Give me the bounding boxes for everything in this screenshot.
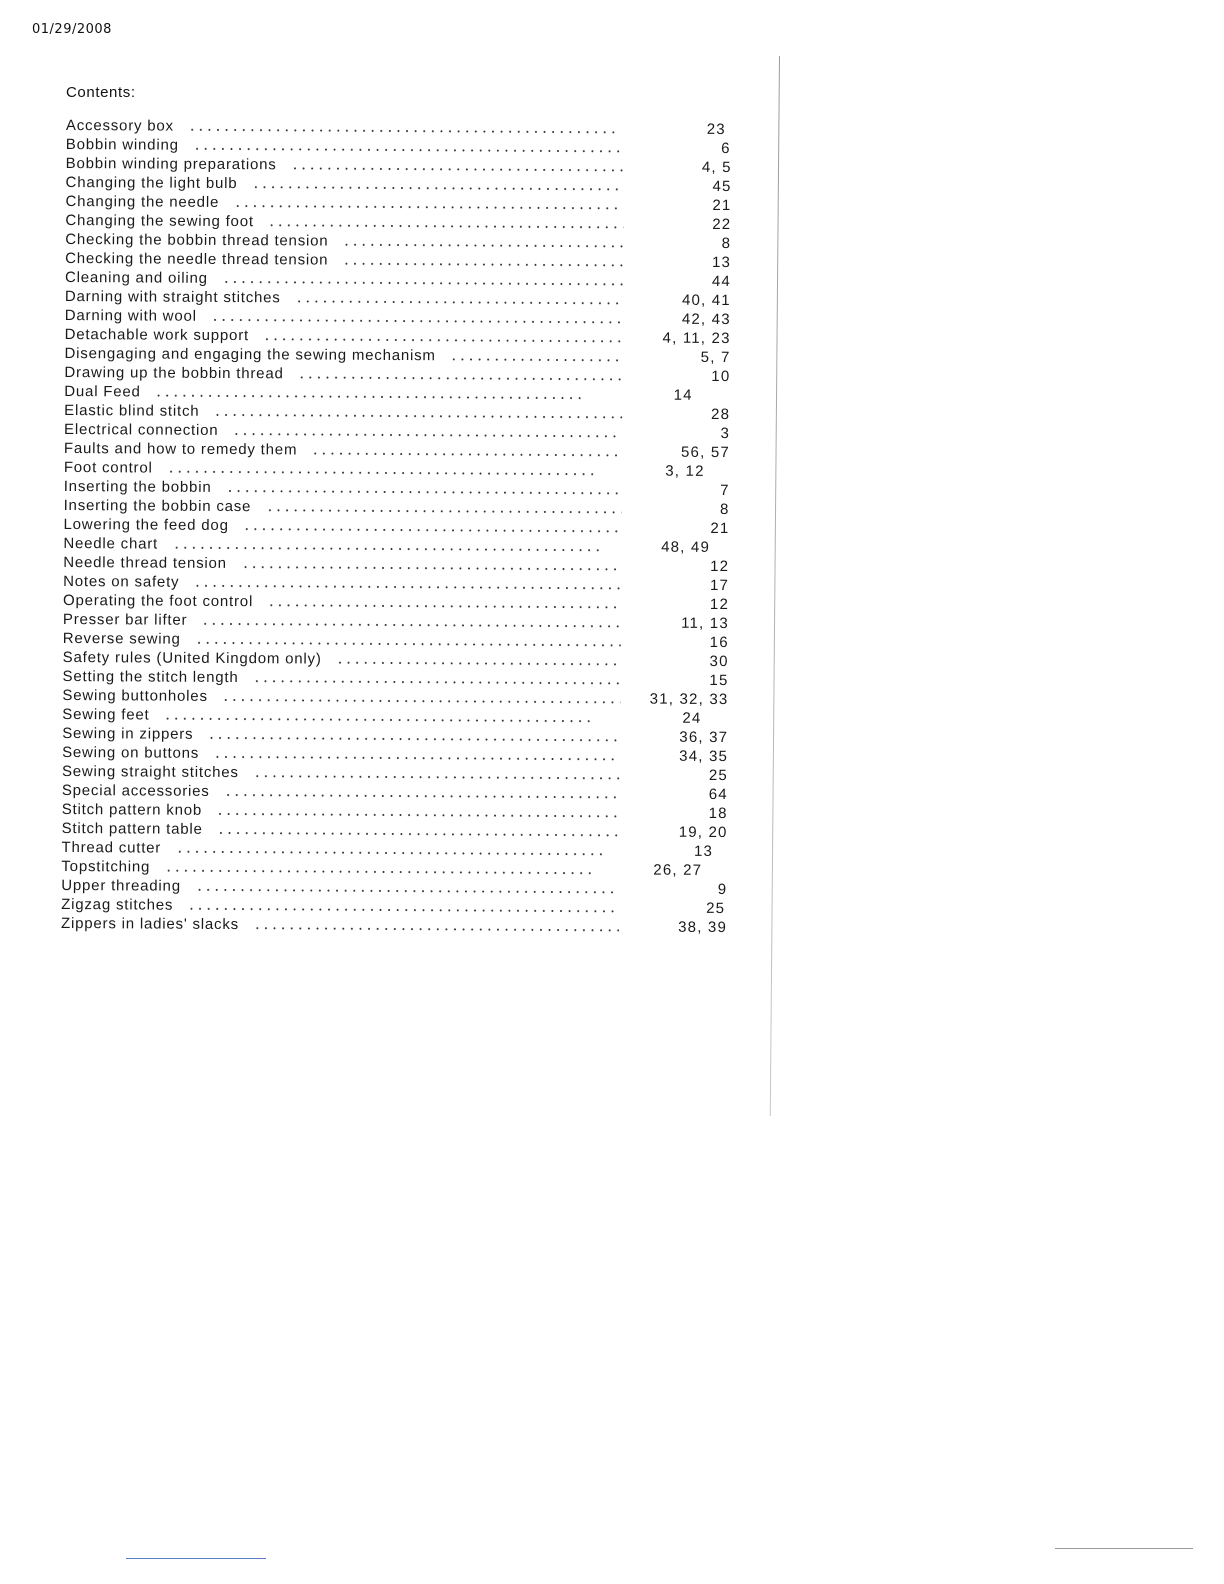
toc-entry: [63, 590, 729, 613]
toc-entry-title: Upper threading: [61, 876, 181, 895]
toc-entry-title: Detachable work support: [64, 325, 250, 345]
toc-entry-title: Sewing on buttons: [62, 743, 200, 762]
toc-entry: [66, 115, 732, 138]
toc-entry-title: Stitch pattern table: [61, 819, 203, 838]
toc-entry: [64, 419, 730, 442]
toc-entry-pages: 30: [709, 652, 729, 671]
toc-entry-title: Changing the light bulb: [65, 173, 238, 193]
toc-entry: [66, 153, 732, 176]
dot-leader: [167, 470, 597, 477]
footer-line-left: [126, 1558, 266, 1559]
toc-entry-title: Darning with straight stitches: [64, 287, 281, 307]
dot-leader: [263, 337, 623, 343]
toc-entry: [61, 913, 727, 936]
dot-leader: [222, 280, 623, 286]
toc-entry-pages: 36, 37: [679, 728, 729, 747]
dot-leader: [336, 661, 621, 667]
dot-leader: [252, 679, 620, 685]
dot-leader: [155, 394, 585, 401]
toc-entry: [61, 894, 727, 917]
toc-entry-title: Foot control: [63, 458, 153, 477]
toc-entry-pages: 44: [711, 272, 732, 291]
toc-entry: [65, 210, 731, 233]
dot-leader: [211, 318, 623, 325]
toc-entry: [64, 495, 730, 518]
toc-entry-pages: 4, 5: [701, 158, 732, 177]
dot-leader: [232, 432, 622, 438]
dot-leader: [175, 850, 605, 857]
dot-leader: [217, 831, 620, 837]
toc-entry: [65, 305, 731, 328]
dot-leader: [253, 926, 619, 932]
toc-entry: [65, 229, 731, 252]
dot-leader: [207, 736, 620, 743]
dot-leader: [225, 489, 621, 495]
dot-leader: [450, 357, 623, 362]
toc-entry: [62, 761, 728, 784]
toc-entry-pages: 3: [720, 425, 731, 443]
toc-entry-pages: 4, 11, 23: [662, 329, 731, 348]
toc-entry-pages: 3, 12: [665, 462, 705, 480]
dot-leader: [201, 622, 621, 629]
dot-leader: [187, 907, 617, 914]
toc-entry-pages: 64: [708, 785, 728, 804]
toc-entry-title: Thread cutter: [61, 838, 162, 857]
toc-entry: [66, 172, 732, 195]
toc-entry-title: Special accessories: [61, 781, 210, 800]
dot-leader: [213, 755, 620, 761]
toc-entry: [65, 267, 731, 290]
dot-leader: [253, 774, 620, 780]
toc-entry-pages: 8: [721, 235, 732, 253]
toc-entry: [63, 609, 729, 632]
dot-leader: [213, 413, 622, 419]
dot-leader: [172, 546, 602, 553]
toc-entry-title: Topstitching: [61, 857, 151, 876]
toc-entry-title: Drawing up the bobbin thread: [64, 363, 284, 383]
toc-entry-pages: 17: [709, 576, 730, 595]
toc-entry-title: Needle thread tension: [63, 553, 227, 572]
toc-entry-title: Dual Feed: [64, 382, 141, 401]
toc-entry-pages: 8: [720, 501, 730, 519]
toc-entry-title: Bobbin winding preparations: [65, 154, 277, 174]
toc-entry-pages: 48, 49: [661, 538, 711, 556]
toc-entry: [65, 248, 731, 271]
toc-entry-title: Changing the needle: [65, 192, 220, 211]
dot-leader: [298, 375, 623, 381]
toc-entry-pages: 23: [706, 120, 726, 139]
toc-entry-title: Setting the stitch length: [62, 667, 239, 687]
dot-leader: [295, 299, 623, 305]
toc-entry-pages: 16: [709, 633, 729, 652]
dot-leader: [243, 527, 622, 533]
toc-entry-pages: 6: [721, 140, 731, 158]
toc-entry-pages: 10: [711, 367, 731, 386]
dot-leader: [216, 812, 620, 818]
toc-entry-pages: 15: [709, 671, 729, 690]
toc-entry: [63, 647, 729, 670]
toc-entry-pages: 25: [706, 899, 726, 918]
toc-entry-title: Darning with wool: [64, 306, 197, 325]
table-of-contents: [61, 115, 732, 936]
toc-entry-pages: 22: [712, 215, 732, 234]
toc-entry: [63, 514, 729, 537]
dot-leader: [311, 452, 622, 458]
dot-leader: [193, 147, 623, 154]
dot-leader: [268, 223, 624, 229]
dot-leader: [241, 565, 621, 571]
toc-entry-pages: 34, 35: [679, 747, 729, 766]
toc-entry-pages: 14: [673, 386, 693, 404]
toc-entry-title: Inserting the bobbin: [63, 477, 212, 496]
dot-leader: [224, 793, 620, 799]
dot-leader: [195, 641, 621, 648]
toc-entry-pages: 24: [682, 709, 702, 727]
footer-line-right: [1055, 1548, 1193, 1549]
toc-entry: [65, 191, 731, 214]
toc-entry-title: Disengaging and engaging the sewing mechanism: [64, 344, 436, 365]
toc-entry: [64, 362, 730, 385]
toc-entry-title: Stitch pattern knob: [61, 800, 203, 819]
toc-entry: [64, 343, 730, 366]
toc-entry-title: Accessory box: [65, 116, 174, 135]
dot-leader: [163, 717, 593, 724]
toc-entry-title: Lowering the feed dog: [63, 515, 229, 535]
toc-entry-pages: 11, 13: [681, 614, 729, 633]
toc-entry: [65, 324, 731, 347]
toc-entry: [63, 666, 729, 689]
toc-entry-pages: 26, 27: [653, 861, 703, 879]
toc-entry: [64, 438, 730, 461]
toc-entry-title: Electrical connection: [64, 420, 219, 439]
dot-leader: [195, 888, 619, 895]
toc-entry-title: Cleaning and oiling: [64, 268, 208, 287]
dot-leader: [251, 185, 623, 191]
toc-entry-title: Checking the bobbin thread tension: [65, 230, 329, 250]
toc-entry-title: Inserting the bobbin case: [63, 496, 252, 516]
dot-leader: [267, 603, 621, 609]
toc-entry-title: Presser bar lifter: [62, 610, 188, 629]
toc-entry-pages: 40, 41: [681, 291, 731, 310]
toc-entry-pages: 45: [712, 177, 732, 196]
toc-entry-title: Reverse sewing: [62, 629, 181, 648]
dot-leader: [342, 262, 623, 268]
toc-entry: [62, 780, 728, 803]
dot-leader: [193, 584, 621, 591]
toc-entry-title: Notes on safety: [63, 572, 180, 591]
toc-entry-title: Zigzag stitches: [61, 895, 174, 914]
toc-entry-title: Sewing in zippers: [62, 724, 194, 743]
toc-entry-title: Changing the sewing foot: [65, 211, 254, 231]
date-stamp: 01/29/2008: [32, 22, 112, 37]
toc-entry-title: Faults and how to remedy them: [63, 439, 298, 459]
toc-entry: [62, 742, 728, 765]
toc-entry-title: Safety rules (United Kingdom only): [62, 648, 322, 668]
dot-leader: [233, 204, 623, 210]
contents-heading: Contents:: [66, 84, 136, 101]
toc-entry-pages: 21: [710, 519, 730, 538]
toc-entry-pages: 42, 43: [681, 310, 731, 329]
toc-entry-pages: 28: [711, 405, 731, 424]
toc-entry-title: Needle chart: [63, 534, 159, 553]
toc-entry-pages: 13: [693, 842, 714, 860]
toc-entry: [62, 799, 728, 822]
toc-entry-title: Elastic blind stitch: [64, 401, 200, 420]
toc-entry-pages: 12: [710, 557, 730, 576]
toc-entry-pages: 31, 32, 33: [649, 690, 729, 709]
dot-leader: [265, 508, 621, 514]
toc-entry-pages: 19, 20: [678, 823, 728, 842]
toc-entry-pages: 38, 39: [678, 918, 728, 937]
toc-entry-pages: 12: [709, 595, 730, 614]
toc-entry: [63, 628, 729, 651]
dot-leader: [291, 166, 624, 172]
toc-entry-pages: 56, 57: [680, 443, 731, 462]
toc-entry-title: Sewing feet: [62, 705, 150, 724]
toc-entry: [62, 685, 728, 708]
toc-entry: [63, 571, 729, 594]
toc-entry-pages: 18: [708, 804, 728, 823]
toc-entry-title: Operating the foot control: [62, 591, 254, 611]
toc-entry-pages: 13: [711, 253, 732, 272]
toc-entry-pages: 9: [717, 880, 728, 899]
toc-entry-title: Sewing buttonholes: [62, 686, 208, 705]
toc-entry-pages: 21: [712, 196, 732, 215]
toc-entry-pages: 7: [720, 482, 730, 500]
toc-entry-title: Checking the needle thread tension: [65, 249, 329, 269]
toc-entry-title: Sewing straight stitches: [61, 762, 239, 782]
dot-leader: [188, 128, 618, 135]
toc-entry-pages: 25: [708, 766, 729, 785]
toc-entry-title: Zippers in ladies' slacks: [61, 914, 240, 934]
dot-leader: [342, 243, 623, 249]
toc-entry-pages: 5, 7: [700, 348, 731, 367]
dot-leader: [222, 698, 621, 704]
toc-entry-title: Bobbin winding: [65, 135, 179, 154]
toc-entry: [65, 286, 731, 309]
margin-rule: [770, 56, 780, 1116]
dot-leader: [164, 869, 594, 876]
toc-entry: [62, 818, 728, 841]
